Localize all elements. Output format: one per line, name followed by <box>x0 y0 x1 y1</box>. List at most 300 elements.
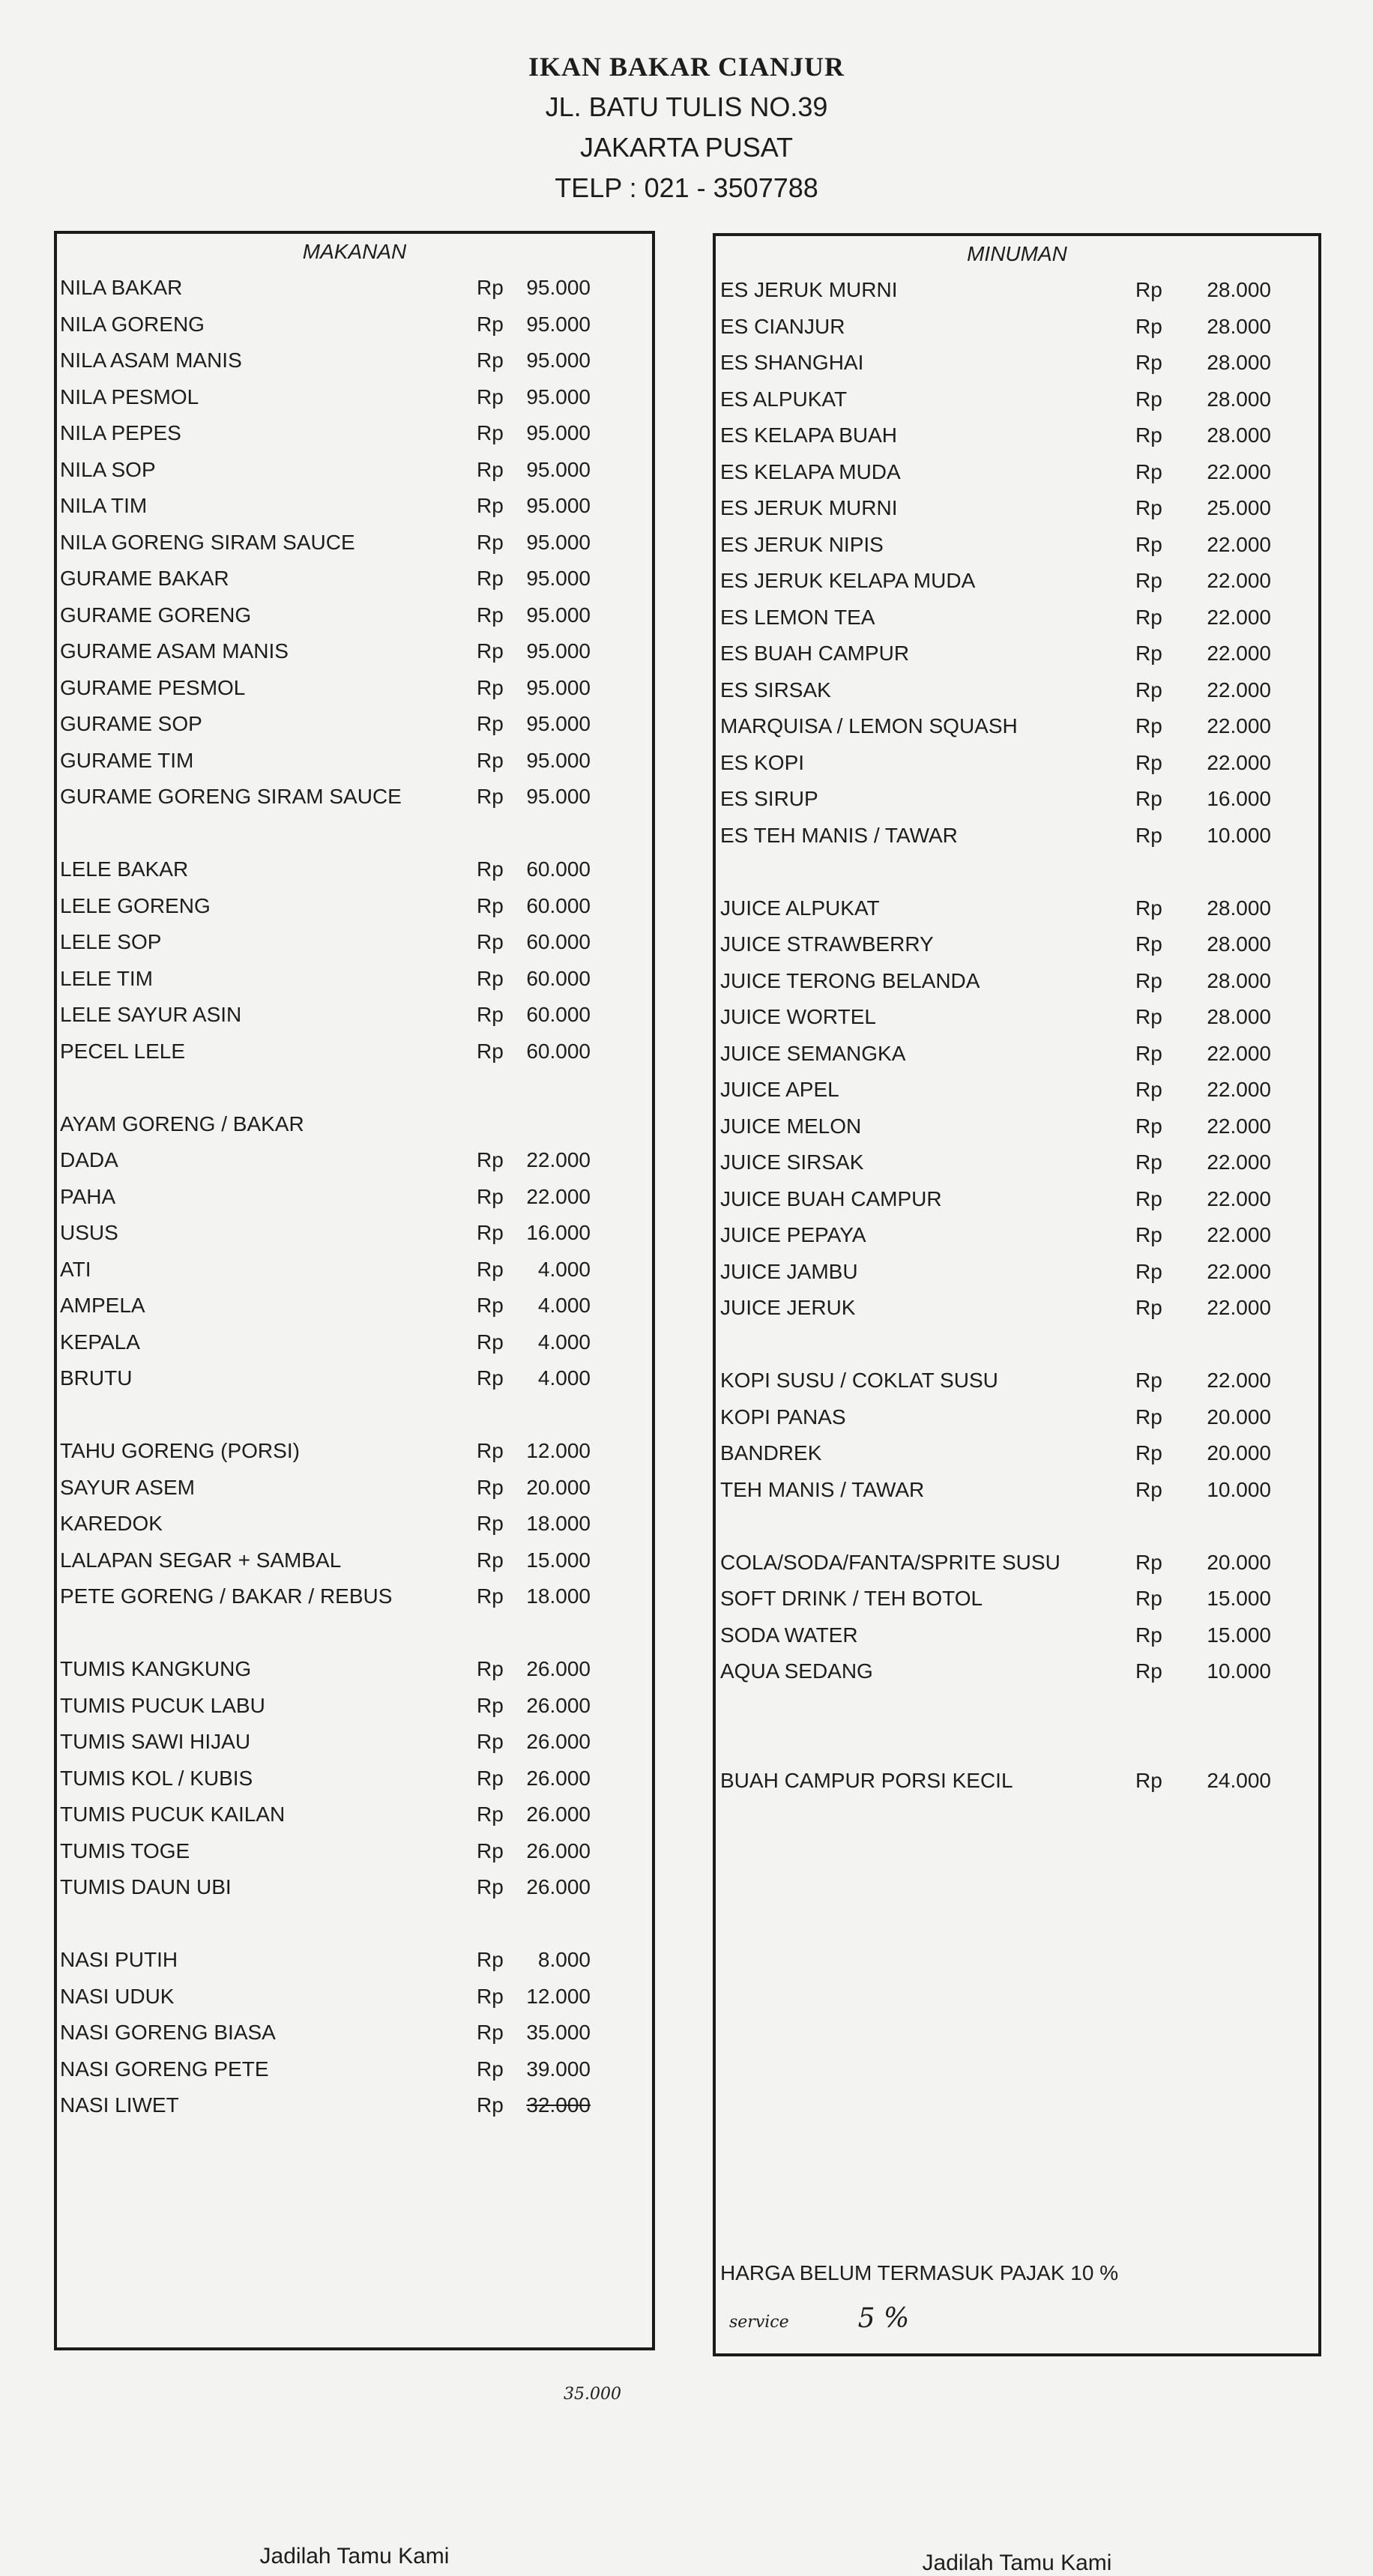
menu-item-name: NILA BAKAR <box>60 276 183 299</box>
currency-label: Rp <box>1135 1659 1162 1683</box>
menu-row <box>716 269 1318 306</box>
menu-item-name: JUICE JERUK <box>720 1296 856 1319</box>
menu-row <box>57 1866 652 1903</box>
menu-row <box>57 522 652 558</box>
menu-item-price: 22.000 <box>1207 1041 1271 1065</box>
menu-row <box>57 2084 652 2121</box>
menu-row <box>716 1432 1318 1469</box>
menu-header <box>0 46 1373 208</box>
currency-label: Rp <box>477 893 504 917</box>
currency-label: Rp <box>477 1839 504 1862</box>
menu-item-price: 22.000 <box>1207 459 1271 483</box>
currency-label: Rp <box>1135 642 1162 665</box>
menu-item-price: 10.000 <box>1207 1659 1271 1683</box>
menu-item-name: JUICE WORTEL <box>720 1005 876 1028</box>
menu-item-name: LELE BAKAR <box>60 857 189 881</box>
currency-label: Rp <box>1135 605 1162 629</box>
currency-label: Rp <box>1135 1078 1162 1101</box>
currency-label: Rp <box>477 785 504 808</box>
menu-item-price: 20.000 <box>1207 1550 1271 1574</box>
menu-row <box>716 1069 1318 1105</box>
menu-item-price: 20.000 <box>526 1475 591 1499</box>
currency-label: Rp <box>1135 1223 1162 1246</box>
menu-row <box>716 669 1318 706</box>
menu-item-price: 15.000 <box>1207 1623 1271 1647</box>
currency-label: Rp <box>477 1330 504 1354</box>
menu-item-price: 22.000 <box>1207 1114 1271 1138</box>
menu-item-price: 26.000 <box>526 1875 591 1898</box>
menu-row <box>57 703 652 740</box>
currency-label: Rp <box>1135 278 1162 301</box>
menu-item-price: 20.000 <box>1207 1405 1271 1429</box>
menu-item-price: 95.000 <box>526 457 591 481</box>
currency-label: Rp <box>477 421 504 444</box>
menu-item-name: TUMIS KOL / KUBIS <box>60 1766 253 1790</box>
currency-label: Rp <box>1135 714 1162 737</box>
service-percent: 5 % <box>857 2303 910 2334</box>
menu-item-name: ES SIRUP <box>720 787 818 810</box>
menu-item-price: 28.000 <box>1207 896 1271 920</box>
menu-item-name: TAHU GORENG (PORSI) <box>60 1439 300 1462</box>
menu-row <box>716 306 1318 343</box>
menu-item-name: KOPI PANAS <box>720 1405 846 1429</box>
menu-item-price: 26.000 <box>526 1730 591 1753</box>
menu-item-name: TUMIS PUCUK KAILAN <box>60 1803 286 1826</box>
menu-row <box>57 740 652 776</box>
menu-item-name: ES JERUK KELAPA MUDA <box>720 569 976 592</box>
menu-row <box>716 1687 1318 1724</box>
menu-item-price: 15.000 <box>526 1548 591 1572</box>
menu-item-name: GURAME TIM <box>60 748 194 772</box>
menu-item-price: 4.000 <box>537 1330 591 1354</box>
menu-row <box>57 1103 652 1140</box>
menu-item-price: 22.000 <box>1207 1078 1271 1101</box>
menu-row <box>716 1723 1318 1760</box>
menu-item-price: 95.000 <box>526 785 591 808</box>
menu-item-price: 60.000 <box>526 930 591 953</box>
menu-row <box>716 1578 1318 1614</box>
currency-label: Rp <box>477 2021 504 2044</box>
menu-row <box>57 1430 652 1467</box>
currency-label: Rp <box>1135 1587 1162 1610</box>
menu-item-name: JUICE STRAWBERRY <box>720 932 934 956</box>
menu-row <box>57 667 652 704</box>
drinks-menu-title: MINUMAN <box>967 242 1067 265</box>
menu-item-price: 28.000 <box>1207 932 1271 956</box>
menu-item-price: 18.000 <box>526 1512 591 1535</box>
menu-item-price: 24.000 <box>1207 1768 1271 1792</box>
menu-item-name: NASI UDUK <box>60 1984 175 2008</box>
menu-item-name: PETE GORENG / BAKAR / REBUS <box>60 1584 393 1608</box>
currency-label: Rp <box>477 567 504 590</box>
menu-row <box>57 1612 652 1649</box>
menu-item-name: TUMIS KANGKUNG <box>60 1657 252 1680</box>
currency-label: Rp <box>477 1475 504 1499</box>
menu-item-name: ES ALPUKAT <box>720 387 848 411</box>
food-menu-title: MAKANAN <box>302 240 407 263</box>
currency-label: Rp <box>477 1439 504 1462</box>
menu-item-name: GURAME PESMOL <box>60 675 246 699</box>
currency-label: Rp <box>1135 496 1162 519</box>
menu-item-name: LELE SOP <box>60 930 162 953</box>
currency-label: Rp <box>477 1184 504 1208</box>
currency-label: Rp <box>1135 459 1162 483</box>
currency-label: Rp <box>477 349 504 372</box>
menu-item-name: ES JERUK NIPIS <box>720 532 884 556</box>
restaurant-name: IKAN BAKAR CIANJUR <box>528 52 845 82</box>
menu-item-name: ES SIRSAK <box>720 678 831 702</box>
restaurant-address: JL. BATU TULIS NO.39 <box>545 91 828 122</box>
menu-row <box>716 1396 1318 1433</box>
menu-item-name: PECEL LELE <box>60 1039 186 1063</box>
menu-row <box>716 1178 1318 1215</box>
currency-label: Rp <box>1135 1296 1162 1319</box>
menu-row <box>716 1324 1318 1360</box>
currency-label: Rp <box>477 675 504 699</box>
menu-item-name: GURAME BAKAR <box>60 567 229 590</box>
currency-label: Rp <box>477 276 504 299</box>
menu-row <box>716 451 1318 488</box>
currency-label: Rp <box>1135 569 1162 592</box>
menu-item-name: LELE GORENG <box>60 893 211 917</box>
menu-row <box>57 304 652 340</box>
currency-label: Rp <box>1135 968 1162 992</box>
menu-item-price: 32.000 <box>526 2093 591 2117</box>
menu-item-price: 8.000 <box>537 1948 591 1971</box>
menu-item-price: 22.000 <box>526 1184 591 1208</box>
menu-item-name: LELE TIM <box>60 966 153 990</box>
menu-row <box>57 1031 652 1067</box>
menu-row <box>57 1685 652 1722</box>
menu-item-name: TEH MANIS / TAWAR <box>720 1477 925 1501</box>
menu-item-price: 10.000 <box>1207 823 1271 847</box>
menu-row <box>716 851 1318 887</box>
menu-row <box>716 778 1318 815</box>
menu-item-price: 22.000 <box>1207 714 1271 737</box>
currency-label: Rp <box>477 312 504 336</box>
menu-item-price: 95.000 <box>526 421 591 444</box>
menu-item-name: GURAME GORENG SIRAM SAUCE <box>60 785 402 808</box>
menu-item-price: 22.000 <box>1207 750 1271 774</box>
menu-item-name: ES SHANGHAI <box>720 351 864 374</box>
menu-item-name: NASI LIWET <box>60 2093 179 2117</box>
menu-item-price: 22.000 <box>1207 1369 1271 1392</box>
menu-row <box>57 558 652 594</box>
tax-note: HARGA BELUM TERMASUK PAJAK 10 % <box>720 2261 1119 2284</box>
menu-row <box>57 449 652 486</box>
menu-row <box>57 2048 652 2085</box>
menu-item-name: NASI PUTIH <box>60 1948 178 1971</box>
menu-row <box>57 1903 652 1940</box>
menu-row <box>716 524 1318 561</box>
menu-row <box>716 378 1318 415</box>
currency-label: Rp <box>1135 678 1162 702</box>
menu-row <box>57 1721 652 1758</box>
menu-item-name: NILA GORENG SIRAM SAUCE <box>60 530 355 554</box>
menu-row <box>716 1214 1318 1251</box>
currency-label: Rp <box>1135 787 1162 810</box>
menu-item-price: 60.000 <box>526 1039 591 1063</box>
menu-item-name: TUMIS DAUN UBI <box>60 1875 232 1898</box>
currency-label: Rp <box>477 2057 504 2081</box>
menu-item-price: 95.000 <box>526 312 591 336</box>
menu-row <box>57 958 652 995</box>
menu-item-price: 4.000 <box>537 1257 591 1281</box>
menu-item-price: 22.000 <box>1207 532 1271 556</box>
menu-item-price: 22.000 <box>1207 678 1271 702</box>
menu-item-name: NILA TIM <box>60 494 148 517</box>
currency-label: Rp <box>477 1766 504 1790</box>
menu-item-price: 22.000 <box>1207 1223 1271 1246</box>
menu-item-name: KOPI SUSU / COKLAT SUSU <box>720 1369 998 1392</box>
menu-item-name: BANDREK <box>720 1441 822 1465</box>
currency-label: Rp <box>477 1366 504 1390</box>
menu-item-price: 95.000 <box>526 276 591 299</box>
menu-item-name: NILA GORENG <box>60 312 205 336</box>
menu-row <box>57 1648 652 1685</box>
menu-item-price: 95.000 <box>526 567 591 590</box>
menu-item-name: SOFT DRINK / TEH BOTOL <box>720 1587 983 1610</box>
menu-row <box>716 1614 1318 1651</box>
menu-row <box>57 1794 652 1830</box>
currency-label: Rp <box>1135 1768 1162 1792</box>
menu-row <box>716 342 1318 378</box>
menu-item-name: ES JERUK MURNI <box>720 278 898 301</box>
menu-item-price: 60.000 <box>526 966 591 990</box>
currency-label: Rp <box>1135 351 1162 374</box>
menu-row <box>716 414 1318 451</box>
menu-item-name: ES TEH MANIS / TAWAR <box>720 823 958 847</box>
menu-row <box>57 1212 652 1249</box>
currency-label: Rp <box>477 857 504 881</box>
menu-item-price: 95.000 <box>526 494 591 517</box>
currency-label: Rp <box>477 1294 504 1317</box>
food-menu-list <box>57 267 652 2121</box>
menu-item-price: 16.000 <box>526 1221 591 1244</box>
menu-row <box>716 887 1318 924</box>
menu-item-price: 95.000 <box>526 530 591 554</box>
menu-item-name: ES KOPI <box>720 750 805 774</box>
menu-item-price: 39.000 <box>526 2057 591 2081</box>
menu-item-price: 95.000 <box>526 675 591 699</box>
menu-item-name: LALAPAN SEGAR + SAMBAL <box>60 1548 342 1572</box>
handwritten-price-correction: 35.000 <box>564 2385 621 2404</box>
menu-item-price: 28.000 <box>1207 423 1271 447</box>
menu-item-price: 26.000 <box>526 1766 591 1790</box>
currency-label: Rp <box>477 1984 504 2008</box>
menu-row <box>716 1760 1318 1797</box>
menu-item-price: 28.000 <box>1207 1005 1271 1028</box>
drinks-menu-footer: Jadilah Tamu Kami <box>922 2551 1112 2575</box>
menu-item-name: JUICE APEL <box>720 1078 839 1101</box>
menu-item-name: JUICE SEMANGKA <box>720 1041 906 1065</box>
menu-item-name: ES KELAPA BUAH <box>720 423 898 447</box>
currency-label: Rp <box>477 1148 504 1171</box>
menu-item-price: 95.000 <box>526 384 591 408</box>
menu-item-name: JUICE PEPAYA <box>720 1223 866 1246</box>
currency-label: Rp <box>477 1257 504 1281</box>
currency-label: Rp <box>1135 1369 1162 1392</box>
menu-row <box>57 885 652 922</box>
menu-row <box>716 742 1318 779</box>
currency-label: Rp <box>477 1803 504 1826</box>
menu-row <box>57 994 652 1031</box>
service-note <box>729 2303 909 2334</box>
menu-item-price: 26.000 <box>526 1803 591 1826</box>
menu-item-name: GURAME SOP <box>60 712 202 735</box>
menu-row <box>716 1360 1318 1396</box>
menu-item-price: 22.000 <box>1207 642 1271 665</box>
menu-row <box>57 1285 652 1321</box>
menu-item-name: BUAH CAMPUR PORSI KECIL <box>720 1768 1013 1792</box>
currency-label: Rp <box>1135 1441 1162 1465</box>
currency-label: Rp <box>1135 823 1162 847</box>
menu-row <box>57 1539 652 1576</box>
menu-item-name: BRUTU <box>60 1366 133 1390</box>
menu-row <box>57 2012 652 2048</box>
menu-item-name: JUICE JAMBU <box>720 1259 858 1283</box>
menu-row <box>57 1176 652 1213</box>
currency-label: Rp <box>477 1221 504 1244</box>
menu-item-price: 20.000 <box>1207 1441 1271 1465</box>
menu-item-price: 60.000 <box>526 893 591 917</box>
currency-label: Rp <box>1135 387 1162 411</box>
currency-label: Rp <box>477 384 504 408</box>
menu-item-price: 95.000 <box>526 748 591 772</box>
menu-row <box>57 376 652 413</box>
menu-item-price: 18.000 <box>526 1584 591 1608</box>
currency-label: Rp <box>1135 1114 1162 1138</box>
menu-row <box>716 1542 1318 1578</box>
menu-row <box>57 1503 652 1539</box>
menu-item-price: 28.000 <box>1207 278 1271 301</box>
menu-item-price: 22.000 <box>526 1148 591 1171</box>
menu-item-name: ES CIANJUR <box>720 314 845 338</box>
menu-row <box>57 1976 652 2012</box>
currency-label: Rp <box>477 712 504 735</box>
menu-item-name: AYAM GORENG / BAKAR <box>60 1111 304 1135</box>
menu-item-price: 35.000 <box>526 2021 591 2044</box>
menu-item-name: DADA <box>60 1148 118 1171</box>
menu-row <box>716 1141 1318 1178</box>
menu-item-name: NILA PESMOL <box>60 384 199 408</box>
menu-item-name: USUS <box>60 1221 118 1244</box>
menu-item-price: 26.000 <box>526 1839 591 1862</box>
menu-item-name: KAREDOK <box>60 1512 163 1535</box>
currency-label: Rp <box>477 494 504 517</box>
menu-item-price: 22.000 <box>1207 1150 1271 1174</box>
currency-label: Rp <box>1135 1623 1162 1647</box>
menu-row <box>716 923 1318 960</box>
menu-row <box>716 1251 1318 1288</box>
menu-row <box>716 1505 1318 1542</box>
drinks-menu-box <box>713 233 1321 2575</box>
menu-row <box>716 996 1318 1033</box>
menu-row <box>57 1394 652 1431</box>
currency-label: Rp <box>1135 932 1162 956</box>
menu-item-name: GURAME ASAM MANIS <box>60 639 289 663</box>
menu-row <box>716 597 1318 633</box>
currency-label: Rp <box>1135 896 1162 920</box>
currency-label: Rp <box>477 1948 504 1971</box>
menu-row <box>716 1105 1318 1142</box>
menu-row <box>716 1469 1318 1506</box>
currency-label: Rp <box>477 639 504 663</box>
menu-item-price: 28.000 <box>1207 387 1271 411</box>
menu-item-name: GURAME GORENG <box>60 603 252 627</box>
menu-row <box>716 1287 1318 1324</box>
menu-item-name: AQUA SEDANG <box>720 1659 873 1683</box>
menu-row <box>716 560 1318 597</box>
menu-item-price: 10.000 <box>1207 1477 1271 1501</box>
currency-label: Rp <box>477 603 504 627</box>
food-menu-footer: Jadilah Tamu Kami <box>259 2544 450 2569</box>
currency-label: Rp <box>1135 314 1162 338</box>
restaurant-phone: TELP : 021 - 3507788 <box>555 172 818 203</box>
drinks-menu-list <box>716 269 1318 1796</box>
restaurant-city: JAKARTA PUSAT <box>579 132 794 163</box>
menu-row <box>57 1357 652 1394</box>
menu-item-price: 16.000 <box>1207 787 1271 810</box>
menu-item-name: LELE SAYUR ASIN <box>60 1003 242 1026</box>
menu-item-name: JUICE SIRSAK <box>720 1150 864 1174</box>
menu-row <box>57 267 652 304</box>
currency-label: Rp <box>477 530 504 554</box>
menu-row <box>57 1067 652 1103</box>
menu-item-name: KEPALA <box>60 1330 140 1354</box>
menu-item-name: ES JERUK MURNI <box>720 496 898 519</box>
menu-row <box>716 705 1318 742</box>
menu-item-name: NILA PEPES <box>60 421 181 444</box>
menu-item-name: NILA SOP <box>60 457 156 481</box>
menu-item-price: 26.000 <box>526 1657 591 1680</box>
menu-item-price: 95.000 <box>526 712 591 735</box>
menu-row <box>57 412 652 449</box>
menu-row <box>57 1467 652 1503</box>
menu-row <box>57 1321 652 1358</box>
menu-row <box>716 633 1318 669</box>
menu-item-name: SODA WATER <box>720 1623 858 1647</box>
menu-row <box>57 1758 652 1794</box>
menu-item-price: 22.000 <box>1207 569 1271 592</box>
menu-row <box>57 1830 652 1867</box>
menu-item-name: JUICE BUAH CAMPUR <box>720 1186 942 1210</box>
currency-label: Rp <box>477 1657 504 1680</box>
menu-row <box>716 1650 1318 1687</box>
currency-label: Rp <box>477 2093 504 2117</box>
menu-item-name: NASI GORENG PETE <box>60 2057 269 2081</box>
menu-row <box>716 487 1318 524</box>
currency-label: Rp <box>477 1875 504 1898</box>
menu-item-name: JUICE MELON <box>720 1114 862 1138</box>
currency-label: Rp <box>1135 1186 1162 1210</box>
currency-label: Rp <box>1135 1405 1162 1429</box>
currency-label: Rp <box>1135 1005 1162 1028</box>
menu-item-price: 28.000 <box>1207 314 1271 338</box>
menu-item-name: PAHA <box>60 1184 116 1208</box>
menu-item-name: NILA ASAM MANIS <box>60 349 242 372</box>
currency-label: Rp <box>1135 1041 1162 1065</box>
menu-item-price: 28.000 <box>1207 351 1271 374</box>
currency-label: Rp <box>1135 423 1162 447</box>
currency-label: Rp <box>477 1039 504 1063</box>
menu-item-price: 22.000 <box>1207 1296 1271 1319</box>
menu-item-name: NASI GORENG BIASA <box>60 2021 276 2044</box>
menu-row <box>57 812 652 849</box>
menu-item-price: 12.000 <box>526 1439 591 1462</box>
menu-row <box>716 960 1318 997</box>
currency-label: Rp <box>477 457 504 481</box>
